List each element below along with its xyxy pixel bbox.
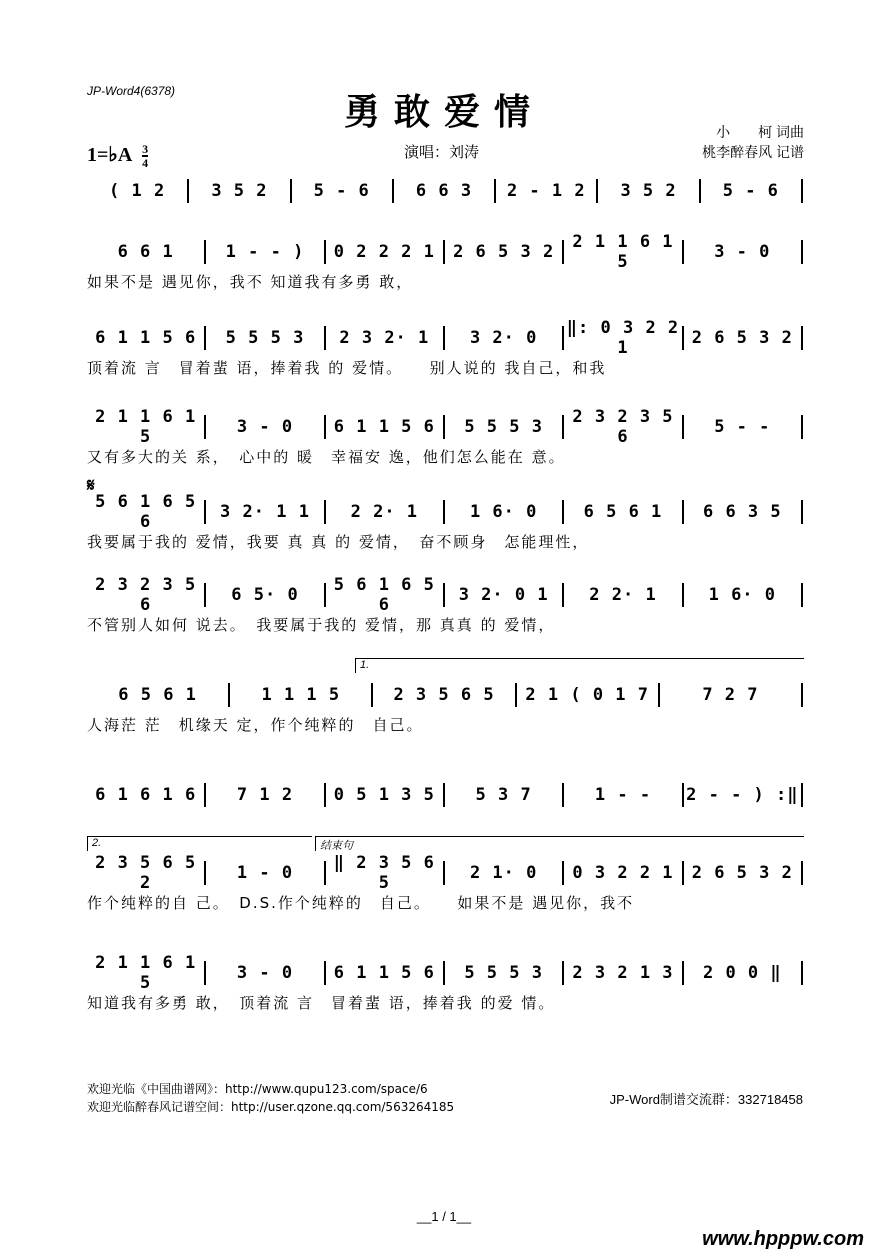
barline	[801, 326, 803, 350]
measure: 2 1 1 6 1 5	[95, 407, 197, 447]
measure: 1 - -	[594, 785, 652, 805]
measure: 6 6 1	[117, 242, 174, 262]
measure: ‖: 0 3 2 2 1	[566, 318, 680, 358]
measure: 2 6 5 3 2	[691, 328, 793, 348]
notes-row	[87, 953, 803, 993]
footer-link-1[interactable]: 欢迎光临《中国曲谱网》：http://www.qupu123.com/space/6	[87, 1082, 428, 1096]
measure: 6 1 1 5 6	[333, 417, 435, 437]
volta-bracket: 1.	[355, 658, 804, 673]
measure: 0 5 1 3 5	[333, 785, 435, 805]
measure: 1 1 1 5	[261, 685, 341, 705]
software-source-label: JP-Word4(6378)	[87, 84, 176, 98]
lyric-line: 知道我有多勇 敢， 顶着流 言 冒着蜚 语，捧着我 的爱 情。	[87, 994, 556, 1012]
barline	[801, 500, 803, 524]
notes-row	[87, 680, 803, 710]
measure: 2 0 0 ‖	[702, 963, 782, 983]
lyricist-credit: 小 柯 词曲	[716, 124, 804, 140]
measure: ‖ 2 3 5 6 5	[333, 853, 435, 893]
measure: 6 1 6 1 6	[95, 785, 197, 805]
notes-row	[87, 853, 803, 893]
measure: 1 - 0	[236, 863, 294, 883]
measure: 2 3 2 3 5 6	[95, 575, 197, 615]
lyric-line: 如果不是 遇见你，我不 知道我有多勇 敢，	[87, 273, 414, 291]
measure: 0 3 2 2 1	[572, 863, 674, 883]
lyric-line: 顶着流 言 冒着蜚 语，捧着我 的 爱情。 别人说的 我自己，和我	[87, 359, 607, 377]
lyric-line: 又有多大的关 系， 心中的 暖 幸福安 逸，他们怎么能在 意。	[87, 448, 566, 466]
notes-row	[87, 492, 803, 532]
measure: 6 6 3 5	[702, 502, 782, 522]
time-signature	[142, 143, 148, 169]
measure: 3 2· 0 1	[458, 585, 549, 605]
measure: 0 2 2 2 1	[333, 242, 435, 262]
notes-row	[87, 780, 803, 810]
barline	[801, 683, 803, 707]
measure: 2 6 5 3 2	[691, 863, 793, 883]
measure: 2 3 5 6 5 2	[95, 853, 197, 893]
measure: 7 1 2	[236, 785, 294, 805]
measure: 5 5 5 3	[464, 417, 543, 437]
time-sig-bottom: 4	[142, 156, 149, 171]
coda-bracket: 结束句	[315, 836, 804, 851]
measure: 2 6 5 3 2	[453, 242, 555, 262]
measure: 2 3 2 1 3	[572, 963, 674, 983]
notes-row	[87, 318, 803, 358]
measure: 6 1 1 5 6	[95, 328, 197, 348]
measure: 2 1 1 6 1 5	[572, 232, 674, 272]
segno-sign: 𝄋	[87, 475, 95, 495]
measure: 1 6· 0	[469, 502, 538, 522]
notes-row	[87, 407, 803, 447]
measure: 3 - 0	[714, 242, 771, 262]
barline	[801, 240, 803, 264]
measure: 6 5 6 1	[118, 685, 197, 705]
notes-row	[87, 575, 803, 615]
measure: 5 3 7	[475, 785, 532, 805]
notes-row	[87, 176, 803, 206]
measure: 2 1 1 6 1 5	[95, 953, 197, 993]
measure: 2 1· 0	[469, 863, 538, 883]
measure: 5 - 6	[313, 181, 370, 201]
lyric-line: 我要属于我的 爱情，我要 真 真 的 爱情， 奋不顾身 怎能理性，	[87, 533, 590, 551]
singer: 演唱：刘涛	[404, 144, 480, 161]
measure: 3 - 0	[236, 417, 294, 437]
notes-row	[87, 232, 803, 272]
measure: 5 6 1 6 5 6	[333, 575, 435, 615]
key-signature	[87, 142, 148, 169]
measure: 2 3 2 3 5 6	[572, 407, 674, 447]
transcriber-credit: 桃李醉春风 记谱	[702, 144, 804, 160]
lyric-line: 人海茫 茫 机缘天 定，作个纯粹的 自己。	[87, 716, 424, 734]
footer-link-2[interactable]: 欢迎光临醉春风记谱空间：http://user.qzone.qq.com/563264185	[87, 1100, 455, 1114]
barline	[801, 861, 803, 885]
measure: 3 5 2	[620, 181, 677, 201]
measure: 3 2· 1 1	[220, 502, 310, 522]
measure: 6 5 6 1	[583, 502, 663, 522]
barline	[801, 415, 803, 439]
time-sig-top: 3	[142, 142, 149, 157]
measure: 5 5 5 3	[464, 963, 543, 983]
measure: 7 2 7	[702, 685, 759, 705]
measure: 2 3 2· 1	[339, 328, 430, 348]
measure: 3 5 2	[211, 181, 268, 201]
measure: 5 - -	[714, 417, 771, 437]
volta-bracket: 2.	[87, 836, 312, 851]
key-label: 1=♭A	[87, 144, 132, 166]
barline	[801, 783, 803, 807]
page-number: __1 / 1__	[416, 1209, 472, 1224]
barline	[801, 961, 803, 985]
measure: 5 6 1 6 5 6	[95, 492, 197, 532]
qq-group: JP-Word制谱交流群：332718458	[609, 1092, 803, 1107]
measure: 5 5 5 3	[225, 328, 305, 348]
measure: 2 2· 1	[350, 502, 419, 522]
measure: 2 - - ) :‖	[686, 785, 799, 805]
measure: 3 2· 0	[469, 328, 538, 348]
measure: 2 2· 1	[589, 585, 657, 605]
site-watermark: www.hpppw.com	[702, 1228, 864, 1250]
measure: 6 5· 0	[231, 585, 299, 605]
measure: 6 6 3	[415, 181, 473, 201]
measure: 6 1 1 5 6	[333, 963, 435, 983]
measure: 1 - - )	[225, 242, 305, 262]
barline	[801, 583, 803, 607]
measure: 3 - 0	[236, 963, 294, 983]
measure: 2 1 ( 0 1 7	[525, 685, 649, 705]
measure: ( 1 2	[109, 181, 166, 201]
measure: 2 3 5 6 5	[393, 685, 495, 705]
measure: 5 - 6	[722, 181, 779, 201]
measure: 1 6· 0	[708, 585, 777, 605]
measure: 2 - 1 2	[506, 181, 586, 201]
barline	[801, 179, 803, 203]
lyric-line: 作个纯粹的自 己。 D.S.作个纯粹的 自己。 如果不是 遇见你，我不	[87, 894, 635, 912]
lyric-line: 不管别人如何 说去。 我要属于我的 爱情，那 真真 的 爱情，	[87, 616, 556, 634]
song-title: 勇敢爱情	[343, 91, 544, 133]
